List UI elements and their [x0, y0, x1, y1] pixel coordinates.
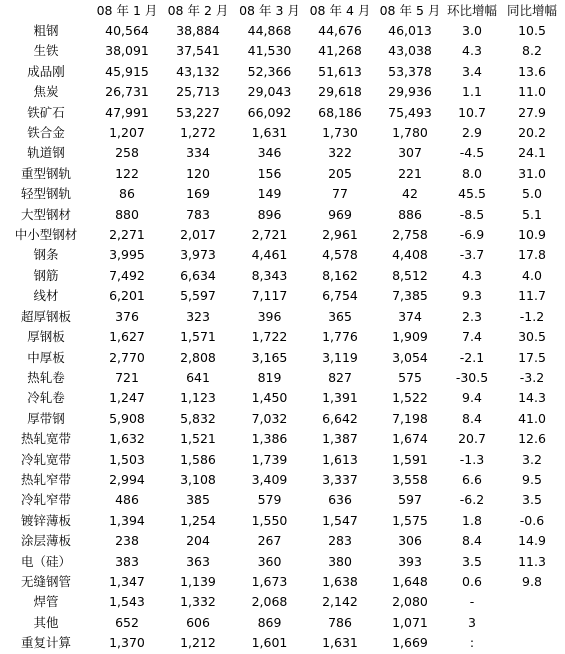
data-cell: 9.5 [522, 471, 542, 487]
data-cell: 2,994 [109, 471, 145, 487]
data-cell: 385 [186, 492, 210, 508]
data-cell: 1,673 [251, 573, 288, 589]
row-label: 其他 [33, 614, 59, 630]
data-cell: 13.6 [518, 63, 546, 79]
data-cell: 1,613 [322, 451, 358, 467]
row-label: 厚带钢 [27, 410, 65, 426]
data-cell: 334 [186, 145, 210, 161]
data-cell: 2,080 [392, 594, 428, 610]
data-cell: 8.4 [462, 533, 482, 549]
table-row [0, 266, 565, 286]
data-cell: 238 [115, 533, 139, 549]
table-body [0, 21, 565, 654]
data-cell: 45.5 [458, 186, 486, 202]
data-cell: 12.6 [518, 431, 546, 447]
data-cell: 1,247 [109, 390, 145, 406]
steel-production-table [0, 1, 565, 654]
data-cell: 4,578 [322, 247, 358, 263]
row-label: 成品刚 [27, 63, 65, 79]
data-cell: 20.2 [518, 125, 546, 141]
data-cell: 5,597 [180, 288, 216, 304]
header-cell: 环比增幅 [446, 3, 497, 18]
data-cell: 365 [328, 308, 352, 324]
data-cell: 10.5 [518, 23, 546, 38]
data-cell: 360 [257, 553, 282, 569]
data-cell: 597 [398, 492, 422, 508]
data-cell: 6,642 [322, 410, 358, 426]
header-cell: 08 年 5 月 [379, 3, 441, 18]
row-label: 超厚钢板 [20, 308, 71, 324]
table-row [0, 511, 565, 531]
row-label: 镀锌薄板 [20, 512, 71, 528]
table-row [0, 286, 565, 306]
data-cell: 3,995 [109, 247, 145, 263]
table-row [0, 388, 565, 408]
data-cell: 1,631 [322, 635, 358, 651]
table-row [0, 143, 565, 163]
data-cell: 0.6 [462, 573, 482, 589]
table-row [0, 184, 565, 204]
data-cell: 8,512 [392, 267, 428, 283]
data-cell: 652 [115, 614, 139, 630]
data-cell: 120 [186, 165, 210, 181]
data-cell: -1.3 [459, 451, 485, 467]
row-label: 冷轧窄带 [20, 492, 71, 508]
data-cell: 1,503 [109, 451, 145, 467]
data-cell: 221 [398, 165, 422, 181]
data-cell: 3,973 [180, 247, 216, 263]
data-cell: 2,758 [392, 227, 428, 243]
data-cell: 149 [257, 186, 282, 202]
data-cell: 3.2 [522, 451, 542, 467]
table-row [0, 225, 565, 245]
data-cell: 38,091 [105, 43, 149, 59]
data-cell: 40,564 [105, 23, 149, 38]
table-row [0, 123, 565, 143]
data-cell: 3,558 [392, 471, 428, 487]
data-cell: 41.0 [518, 410, 546, 426]
data-cell: 1,071 [392, 614, 428, 630]
data-cell: 9.3 [462, 288, 482, 304]
data-cell: 24.1 [518, 145, 546, 161]
data-cell: 8.4 [462, 410, 482, 426]
data-cell: 307 [398, 145, 422, 161]
data-cell: 1,207 [109, 125, 145, 141]
data-cell: 6.6 [462, 471, 482, 487]
data-cell: 14.9 [518, 533, 546, 549]
data-cell: 374 [398, 308, 422, 324]
data-cell: 6,754 [322, 288, 358, 304]
row-label: 中厚板 [27, 349, 65, 365]
table-row [0, 368, 565, 388]
table-row [0, 552, 565, 572]
data-cell: 3.5 [522, 492, 542, 508]
data-cell: 786 [328, 614, 352, 630]
data-cell: 3,165 [251, 349, 288, 365]
data-cell: 7,385 [392, 288, 428, 304]
data-cell: 1,730 [322, 125, 358, 141]
data-cell: 1,575 [392, 512, 428, 528]
header-cell: 08 年 1 月 [96, 3, 158, 18]
data-cell: 7,492 [109, 267, 145, 283]
data-cell: 486 [115, 492, 139, 508]
data-cell: 44,676 [318, 23, 362, 38]
data-cell: 52,366 [247, 63, 292, 79]
data-cell: 8.0 [462, 165, 482, 181]
table-row [0, 348, 565, 368]
data-cell: 1,543 [109, 594, 145, 610]
data-cell: 8.2 [522, 43, 542, 59]
data-cell: 2,017 [180, 227, 216, 243]
data-cell: 5,832 [180, 410, 216, 426]
data-cell: 4.3 [462, 43, 482, 59]
data-cell: 66,092 [247, 104, 292, 120]
data-cell: 4,461 [251, 247, 288, 263]
data-cell: 380 [328, 553, 352, 569]
data-cell: 44,868 [247, 23, 292, 38]
data-cell: -6.2 [459, 492, 485, 508]
data-cell: 29,618 [318, 84, 362, 100]
data-cell: 827 [328, 369, 352, 385]
data-cell: 1,212 [180, 635, 216, 651]
data-cell: 306 [398, 533, 422, 549]
data-cell: 31.0 [518, 165, 546, 181]
data-cell: 86 [119, 186, 135, 202]
data-cell: 43,132 [176, 63, 220, 79]
data-cell: 42 [402, 186, 418, 202]
data-cell: 7,032 [251, 410, 288, 426]
data-cell: 9.8 [522, 573, 542, 589]
data-cell: 169 [186, 186, 210, 202]
data-cell: -3.2 [519, 369, 545, 385]
data-cell: 363 [186, 553, 210, 569]
row-label: 钢筋 [33, 267, 59, 283]
data-cell: 1,571 [180, 329, 216, 345]
data-cell: : [469, 635, 475, 651]
table-row [0, 572, 565, 592]
data-cell: 1,370 [109, 635, 145, 651]
row-label: 无缝钢管 [20, 573, 71, 589]
data-cell: 4,408 [392, 247, 428, 263]
row-label: 重型钢轨 [20, 165, 71, 181]
data-cell: 2,808 [180, 349, 216, 365]
data-cell: 1,272 [180, 125, 216, 141]
header-cell: 08 年 3 月 [239, 3, 300, 18]
data-cell: 205 [328, 165, 352, 181]
table-row [0, 21, 565, 41]
data-cell: 721 [115, 369, 139, 385]
row-label: 热轧窄带 [20, 471, 71, 487]
data-cell: 1,780 [392, 125, 428, 141]
data-cell: - [469, 594, 475, 610]
data-cell: 17.8 [518, 247, 546, 263]
data-cell: 2,770 [109, 349, 145, 365]
table-row [0, 327, 565, 347]
data-cell: 38,884 [176, 23, 220, 38]
data-cell: 1,722 [251, 329, 288, 345]
data-cell: 14.3 [518, 390, 546, 406]
data-cell: 869 [257, 614, 282, 630]
data-cell: 1,332 [180, 594, 216, 610]
data-cell: 606 [186, 614, 210, 630]
data-cell: 2.9 [462, 125, 482, 141]
table-row [0, 82, 565, 102]
data-cell: 45,915 [105, 63, 149, 79]
data-cell: 156 [257, 165, 282, 181]
data-cell: 11.0 [518, 84, 546, 100]
row-label: 涂层薄板 [20, 533, 71, 549]
table-row [0, 205, 565, 225]
data-cell: 53,378 [388, 63, 432, 79]
data-cell: 1,547 [322, 512, 358, 528]
table-row [0, 592, 565, 612]
data-cell: -4.5 [459, 145, 485, 161]
header-cell [0, 1, 92, 21]
data-cell: 3,119 [322, 349, 358, 365]
data-cell: 376 [115, 308, 139, 324]
row-label: 重复计算 [20, 635, 71, 651]
data-cell: -8.5 [459, 206, 485, 222]
data-cell: 393 [398, 553, 422, 569]
data-cell: 10.9 [518, 227, 546, 243]
table-row [0, 245, 565, 265]
data-cell: 1,123 [180, 390, 216, 406]
data-cell: 17.5 [518, 349, 546, 365]
data-cell: 75,493 [388, 104, 432, 120]
data-cell: 2,961 [322, 227, 358, 243]
data-cell: 29,043 [247, 84, 292, 100]
row-label: 铁合金 [27, 125, 65, 141]
row-label: 焦炭 [33, 84, 59, 100]
data-cell: 1,586 [180, 451, 216, 467]
data-cell: 2,068 [251, 594, 288, 610]
data-cell: 5.1 [522, 206, 542, 222]
row-label: 铁矿石 [27, 104, 65, 120]
header-cell: 08 年 2 月 [167, 3, 229, 18]
data-cell: -3.7 [459, 247, 485, 263]
data-cell: 26,731 [105, 84, 149, 100]
data-cell: 3,054 [392, 349, 428, 365]
table-row [0, 613, 565, 633]
data-cell: 7.4 [462, 329, 482, 345]
data-cell: 30.5 [518, 329, 546, 345]
table-row [0, 429, 565, 449]
data-cell [499, 633, 565, 653]
data-cell: 8,162 [322, 267, 358, 283]
data-cell: 3.5 [462, 553, 482, 569]
table-row [0, 62, 565, 82]
data-cell: 2.3 [462, 308, 482, 324]
table-row [0, 41, 565, 61]
data-cell: 1,638 [322, 573, 358, 589]
data-cell: 1,521 [180, 431, 216, 447]
data-cell: 1,631 [251, 125, 288, 141]
data-cell: 2,721 [251, 227, 288, 243]
table-row [0, 103, 565, 123]
data-cell: 880 [115, 206, 139, 222]
data-cell: 3.0 [462, 23, 482, 38]
data-cell: 3.4 [462, 63, 482, 79]
data-cell [499, 592, 565, 612]
table-row [0, 409, 565, 429]
data-cell: 43,038 [388, 43, 432, 59]
data-cell: 46,013 [388, 23, 432, 38]
row-label: 线材 [33, 288, 59, 304]
data-cell: 283 [328, 533, 352, 549]
data-cell: -1.2 [519, 308, 545, 324]
data-cell: 204 [186, 533, 210, 549]
data-cell: 1,394 [109, 512, 145, 528]
data-cell: 1,627 [109, 329, 145, 345]
data-cell: 783 [186, 206, 210, 222]
row-label: 焊管 [33, 594, 59, 610]
data-cell: 29,936 [388, 84, 432, 100]
row-label: 大型钢材 [20, 206, 71, 222]
header-cell: 同比增幅 [506, 3, 557, 18]
data-cell: 3,337 [322, 471, 358, 487]
data-cell: 575 [398, 369, 422, 385]
data-cell: 1,391 [322, 390, 358, 406]
data-cell: 579 [257, 492, 282, 508]
data-cell: 25,713 [176, 84, 220, 100]
table-row [0, 307, 565, 327]
data-cell: 77 [332, 186, 348, 202]
data-cell: 322 [328, 145, 352, 161]
row-label: 冷轧宽带 [20, 451, 71, 467]
row-label: 厚钢板 [27, 329, 65, 345]
header-cell: 08 年 4 月 [309, 3, 371, 18]
data-cell: 27.9 [518, 104, 546, 120]
data-cell: 886 [398, 206, 422, 222]
data-cell: 7,117 [251, 288, 288, 304]
data-cell: 5.0 [522, 186, 542, 202]
row-label: 热轧卷 [27, 369, 65, 385]
data-cell: 1,347 [109, 573, 145, 589]
data-cell: 6,201 [109, 288, 145, 304]
data-cell: 1,139 [180, 573, 216, 589]
row-label: 电（硅） [20, 553, 71, 569]
data-cell: 47,991 [105, 104, 149, 120]
data-cell: 383 [115, 553, 139, 569]
data-cell: 1,601 [251, 635, 288, 651]
row-label: 中小型钢材 [14, 227, 78, 243]
data-cell: 1,669 [392, 635, 428, 651]
data-cell: 51,613 [318, 63, 362, 79]
data-cell: 1,776 [322, 329, 358, 345]
table-row [0, 450, 565, 470]
row-label: 生铁 [33, 43, 59, 59]
data-cell: 396 [257, 308, 282, 324]
data-cell: 9.4 [462, 390, 482, 406]
data-cell: 1.1 [462, 84, 482, 100]
data-cell: 41,268 [318, 43, 362, 59]
row-label: 钢条 [33, 247, 59, 263]
data-cell: 636 [328, 492, 352, 508]
data-cell: 2,142 [322, 594, 358, 610]
data-cell: 1,522 [392, 390, 428, 406]
data-cell: 1,674 [392, 431, 428, 447]
data-cell: 969 [328, 206, 352, 222]
data-cell: -30.5 [455, 369, 489, 385]
data-cell [499, 613, 565, 633]
data-cell: 1,254 [180, 512, 216, 528]
data-cell: 1,387 [322, 431, 358, 447]
data-cell: 4.0 [522, 267, 542, 283]
header-row [0, 1, 565, 21]
data-cell: 1,909 [392, 329, 428, 345]
data-cell: 7,198 [392, 410, 428, 426]
table-row [0, 531, 565, 551]
data-cell: 41,530 [247, 43, 292, 59]
data-cell: 68,186 [318, 104, 362, 120]
data-cell: 1,591 [392, 451, 428, 467]
row-label: 轨道钢 [27, 145, 65, 161]
data-cell: 819 [257, 369, 282, 385]
data-cell: 323 [186, 308, 210, 324]
data-cell: 6,634 [180, 267, 216, 283]
table-row [0, 164, 565, 184]
table-row [0, 470, 565, 490]
data-cell: 11.7 [518, 288, 546, 304]
data-cell: 3,409 [251, 471, 288, 487]
data-cell: -6.9 [459, 227, 485, 243]
row-label: 冷轧卷 [27, 390, 65, 406]
table-row [0, 490, 565, 510]
data-cell: 258 [115, 145, 139, 161]
data-cell: 11.3 [518, 553, 546, 569]
data-cell: 1,648 [392, 573, 428, 589]
data-cell: 1,450 [251, 390, 288, 406]
data-cell: 1,550 [251, 512, 288, 528]
table-row [0, 633, 565, 653]
data-cell: 267 [257, 533, 282, 549]
data-cell: 20.7 [458, 431, 486, 447]
data-cell: 896 [257, 206, 282, 222]
data-cell: 3,108 [180, 471, 216, 487]
data-cell: 641 [186, 369, 210, 385]
data-cell: 53,227 [176, 104, 220, 120]
data-cell: -2.1 [459, 349, 485, 365]
data-cell: 1.8 [462, 512, 482, 528]
data-cell: 346 [257, 145, 282, 161]
data-cell: 37,541 [176, 43, 220, 59]
data-cell: 1,386 [251, 431, 288, 447]
data-cell: 122 [115, 165, 139, 181]
row-label: 粗钢 [33, 23, 59, 38]
data-cell: 1,632 [109, 431, 145, 447]
data-cell: 4.3 [462, 267, 482, 283]
data-cell: 5,908 [109, 410, 145, 426]
data-cell: -0.6 [519, 512, 545, 528]
data-cell: 3 [468, 614, 476, 630]
data-cell: 8,343 [251, 267, 288, 283]
data-cell: 2,271 [109, 227, 145, 243]
data-cell: 1,739 [251, 451, 288, 467]
row-label: 热轧宽带 [20, 431, 71, 447]
row-label: 轻型钢轨 [20, 186, 71, 202]
data-cell: 10.7 [458, 104, 486, 120]
